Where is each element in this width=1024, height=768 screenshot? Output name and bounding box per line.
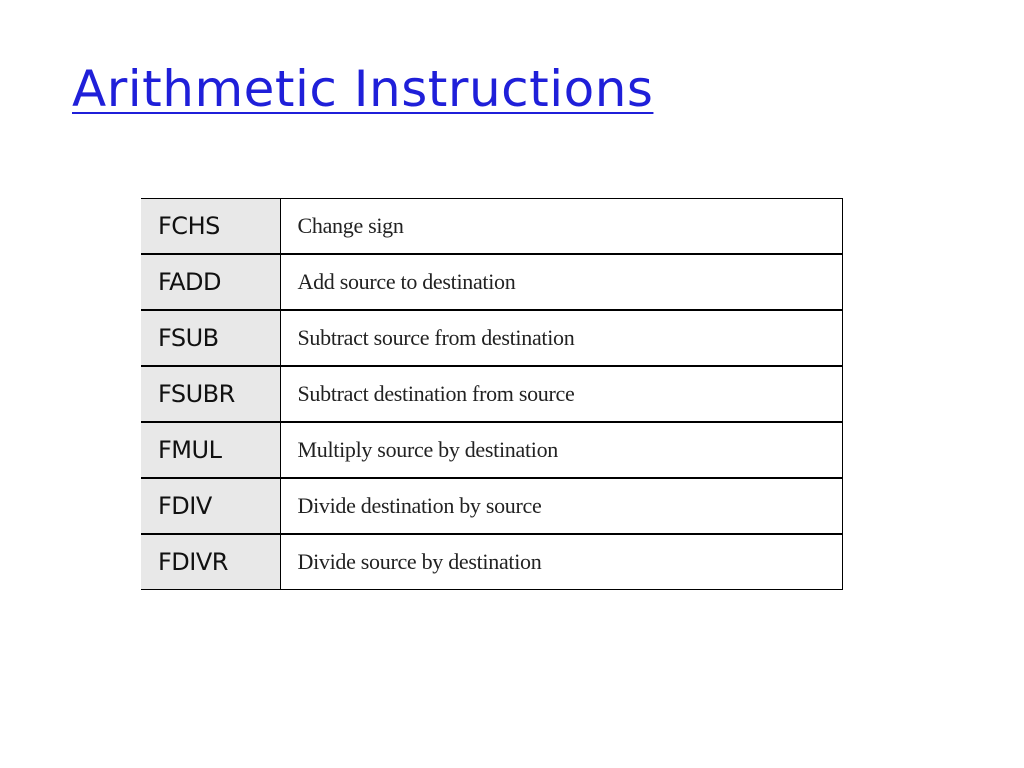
description-cell: Divide destination by source xyxy=(280,478,843,534)
mnemonic-cell: FMUL xyxy=(141,422,280,478)
description-cell: Subtract destination from source xyxy=(280,366,843,422)
mnemonic-cell: FSUB xyxy=(141,310,280,366)
instruction-table xyxy=(141,198,843,590)
mnemonic-cell: FADD xyxy=(141,254,280,310)
table-row xyxy=(141,199,843,255)
table-row xyxy=(141,366,843,422)
mnemonic-cell: FDIV xyxy=(141,478,280,534)
slide-title: Arithmetic Instructions xyxy=(72,60,654,118)
table-row xyxy=(141,534,843,590)
description-cell: Change sign xyxy=(280,199,843,255)
description-cell: Multiply source by destination xyxy=(280,422,843,478)
table-row xyxy=(141,310,843,366)
mnemonic-cell: FSUBR xyxy=(141,366,280,422)
description-cell: Add source to destination xyxy=(280,254,843,310)
description-cell: Divide source by destination xyxy=(280,534,843,590)
mnemonic-cell: FDIVR xyxy=(141,534,280,590)
table-row xyxy=(141,478,843,534)
mnemonic-cell: FCHS xyxy=(141,199,280,255)
table-row xyxy=(141,422,843,478)
table-row xyxy=(141,254,843,310)
description-cell: Subtract source from destination xyxy=(280,310,843,366)
